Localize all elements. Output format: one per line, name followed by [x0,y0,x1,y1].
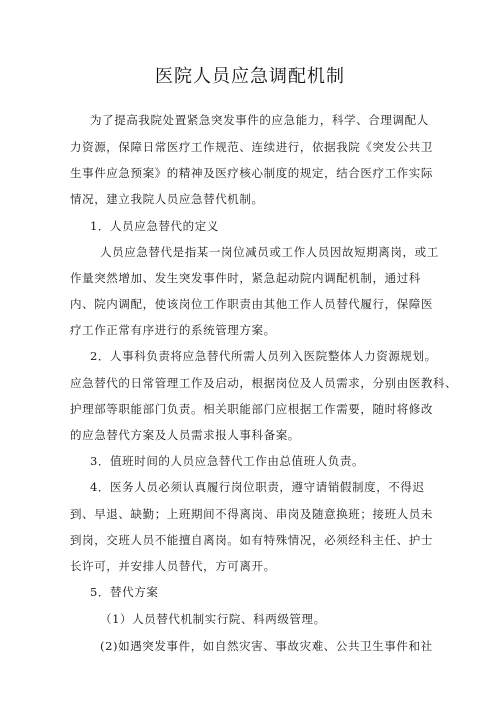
paragraph-line: 作量突然增加、发生突发事件时，紧急起动院内调配机制，通过科 [70,271,421,285]
paragraph-line: 4．医务人员必须认真履行岗位职责，遵守请销假制度，不得迟 [90,480,425,494]
document-title: 医院人员应急调配机制 [155,66,345,87]
paragraph-line: 护理部等职能部门负责。相关职能部门应根据工作需要，随时将修改 [70,402,433,416]
paragraph-line: 生事件应急预案》的精神及医疗核心制度的规定，结合医疗工作实际 [70,166,433,180]
section-heading: 5．替代方案 [90,585,159,599]
paragraph-line: （1）人员替代机制实行院、科两级管理。 [100,612,326,626]
paragraph-line: 人员应急替代是指某一岗位减员或工作人员因故短期离岗，或工 [100,245,439,259]
paragraph-line: (2)如遇突发事件，如自然灾害、事故灾难、公共卫生事件和社 [100,639,433,653]
section-heading: 1．人员应急替代的定义 [90,219,219,233]
paragraph-line: 力资源，保障日常医疗工作规范、连续进行，依据我院《突发公共卫 [70,140,433,154]
paragraph-line: 3．值班时间的人员应急替代工作由总值班人负责。 [90,454,365,468]
paragraph-line: 到、早退、缺勤；上班期间不得离岗、串岗及随意换班；接班人员未 [70,507,433,521]
paragraph-line: 为了提高我院处置紧急突发事件的应急能力，科学、合理调配人 [90,113,429,127]
paragraph-line: 疗工作正常有序进行的系统管理方案。 [70,323,276,337]
paragraph-line: 内、院内调配，使该岗位工作职责由其他工作人员替代履行，保障医 [70,297,433,311]
paragraph-line: 长许可，并安排人员替代，方可离开。 [70,559,276,573]
paragraph-line: 应急替代的日常管理工作及启动，根据岗位及人员需求，分别由医教科、 [70,376,458,390]
paragraph-line: 到岗，交班人员不能擅自离岗。如有特殊情况，必须经科主任、护士 [70,533,433,547]
paragraph-line: 2．人事科负责将应急替代所需人员列入医院整体人力资源规划。 [90,349,437,363]
paragraph-line: 的应急替代方案及人员需求报人事科备案。 [70,428,300,442]
paragraph-line: 情况，建立我院人员应急替代机制。 [70,192,264,206]
